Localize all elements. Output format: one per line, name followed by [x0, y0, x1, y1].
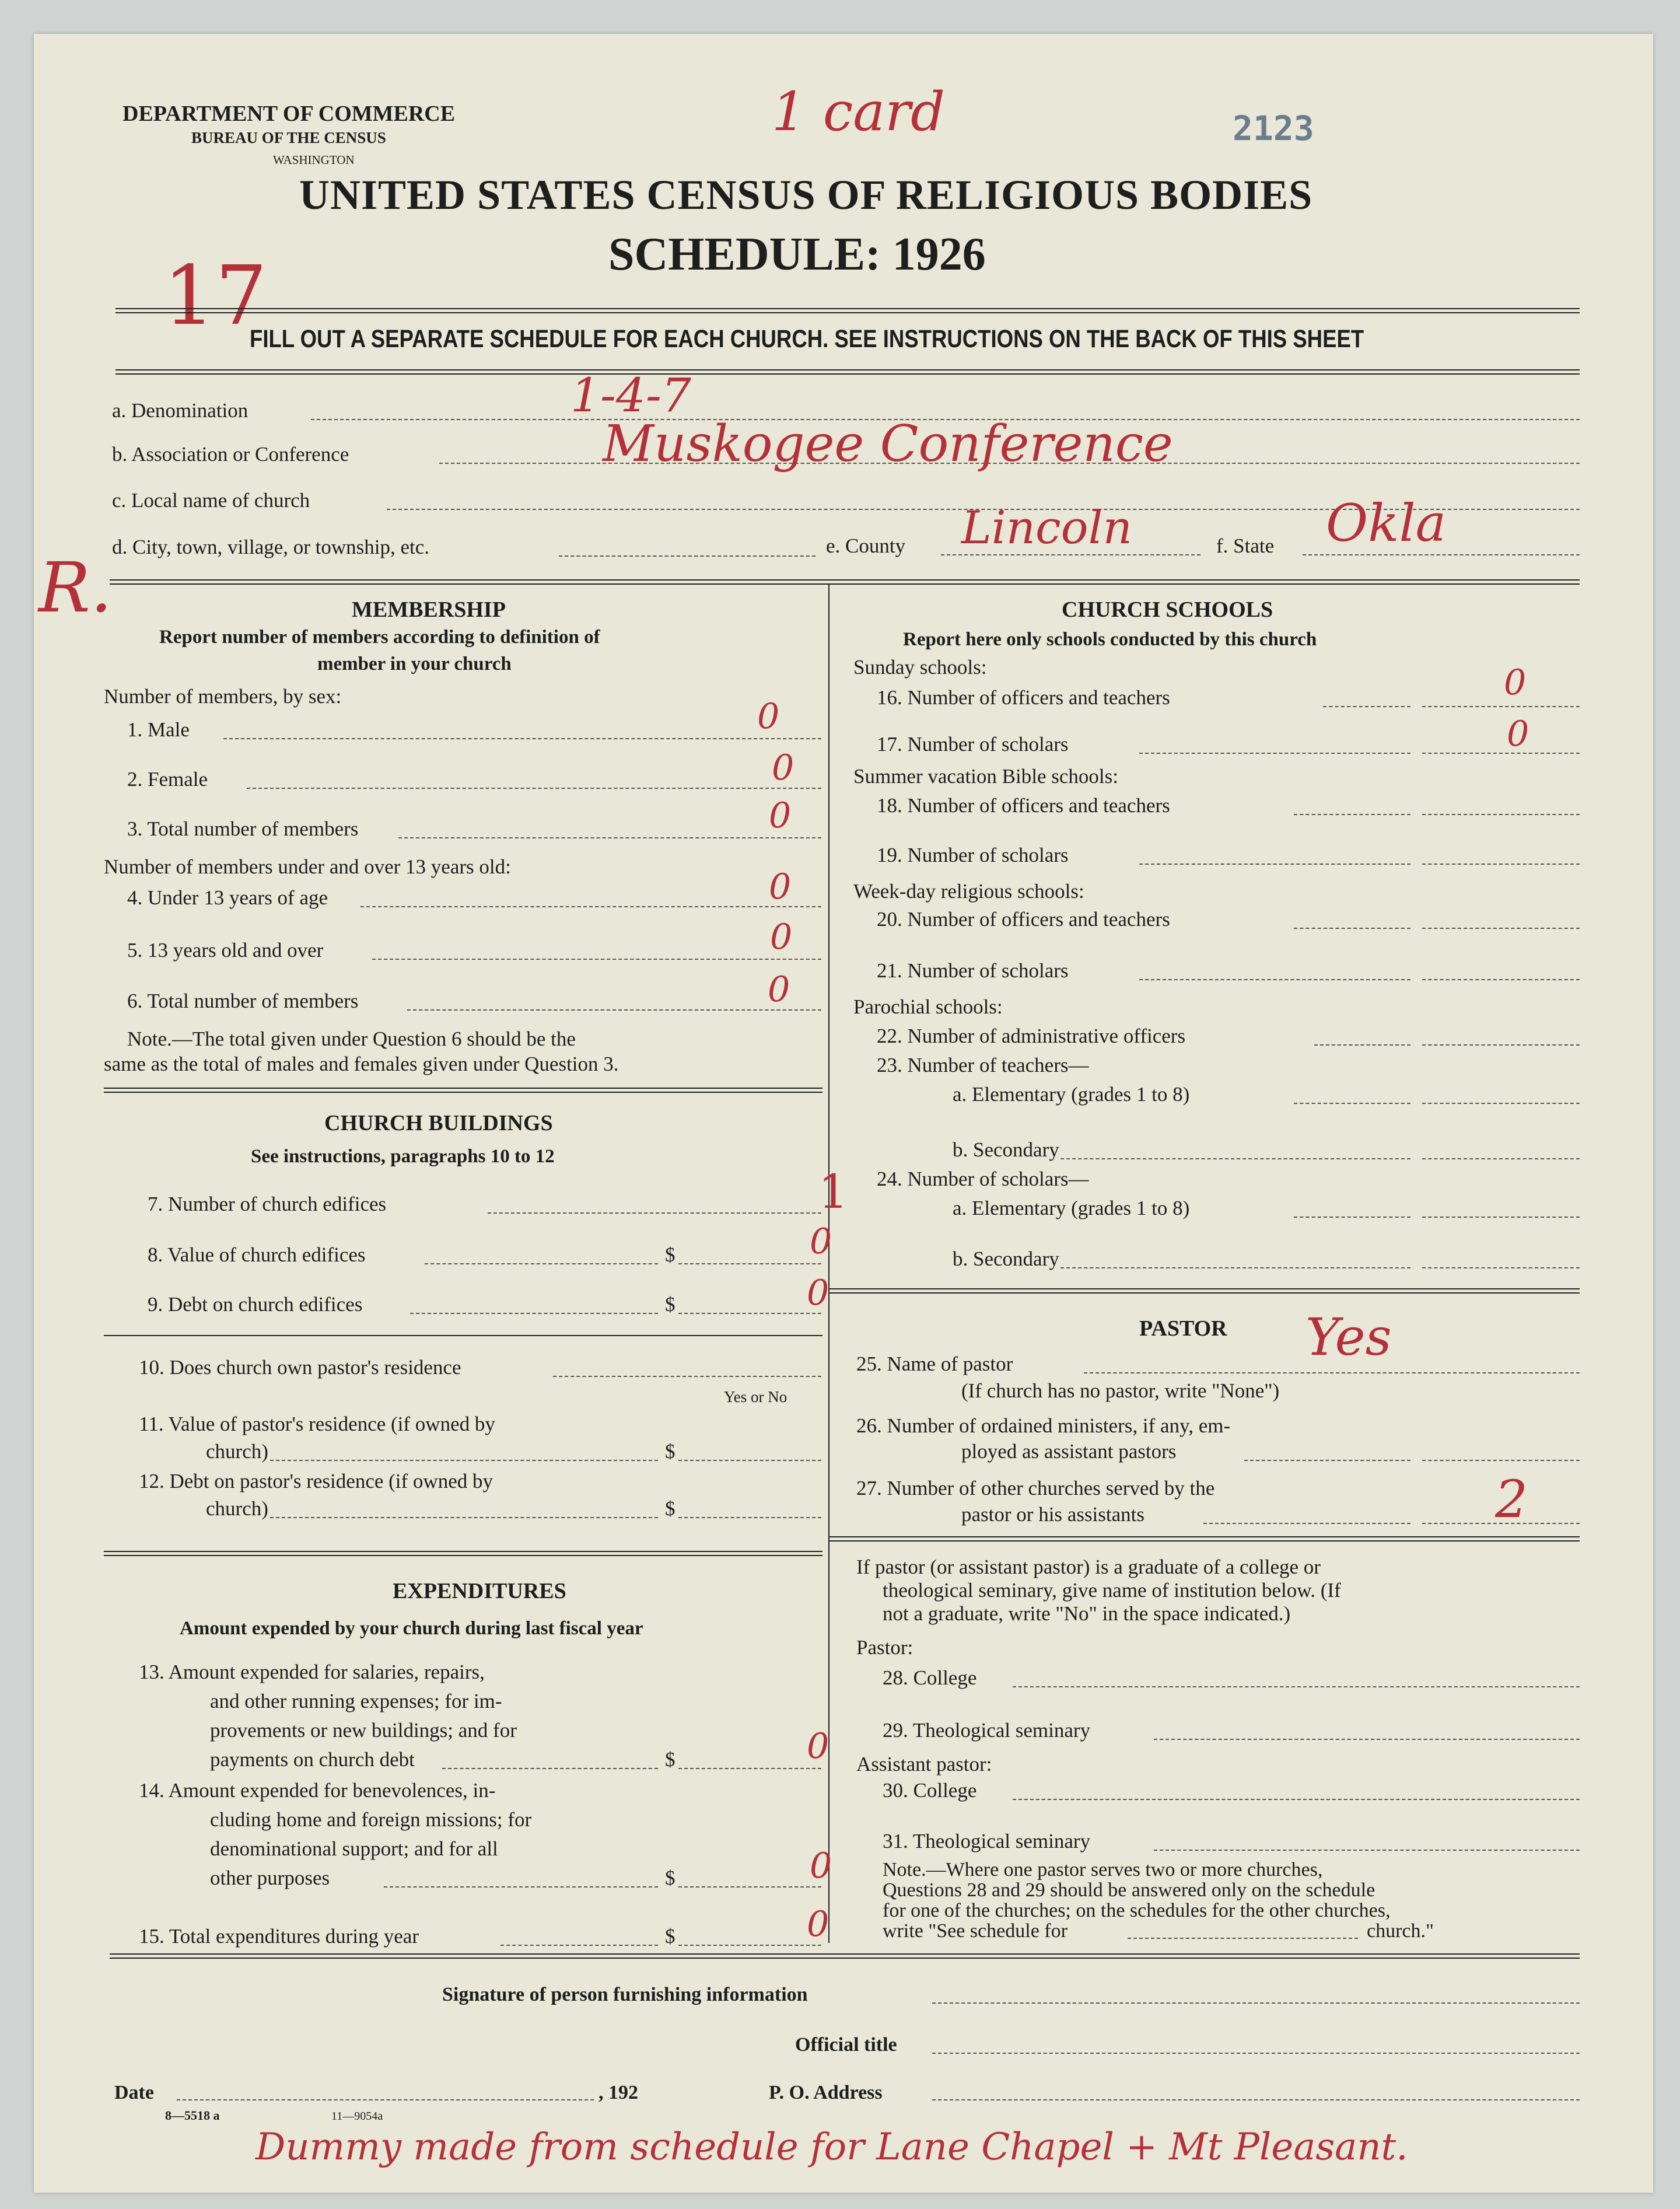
q20-line[interactable] [1422, 928, 1580, 929]
sunday-schools-label: Sunday schools: [853, 656, 987, 679]
q24b-line[interactable] [1422, 1267, 1580, 1268]
edifice-debt-label: 9. Debt on church edifices [148, 1293, 363, 1316]
pastor-note-blank[interactable] [1128, 1938, 1358, 1939]
county-label: e. County [826, 534, 906, 557]
q23a-dots [1294, 1103, 1410, 1104]
q24-label: 24. Number of scholars— [877, 1168, 1089, 1190]
q15-line [678, 1945, 821, 1946]
residence-debt-dots [270, 1517, 658, 1518]
membership-heading: MEMBERSHIP [352, 597, 506, 622]
dollar-sign: $ [665, 1925, 676, 1948]
pastor-rule [830, 1288, 1580, 1294]
signature-line[interactable] [932, 2002, 1580, 2004]
female-value[interactable]: 0 [772, 747, 794, 788]
q23a-label: a. Elementary (grades 1 to 8) [953, 1083, 1190, 1106]
q27-label-1: 27. Number of other churches served by the [856, 1477, 1215, 1500]
residence-value-label-2: church) [206, 1440, 268, 1463]
local-name-label: c. Local name of church [112, 489, 310, 512]
q16-value[interactable]: 0 [1504, 662, 1527, 703]
department-heading: DEPARTMENT OF COMMERCE [123, 102, 456, 126]
edifices-line [488, 1212, 821, 1214]
q22-label: 22. Number of administrative officers [877, 1025, 1186, 1047]
edifice-debt-line [678, 1313, 821, 1314]
q14-value[interactable]: 0 [810, 1846, 832, 1886]
graduate-instruction-3: not a graduate, write "No" in the space indicated.) [883, 1602, 1291, 1625]
bureau-heading: BUREAU OF THE CENSUS [191, 129, 386, 146]
q13-line [678, 1768, 821, 1769]
total-members-line [398, 837, 821, 838]
q23-label: 23. Number of teachers— [877, 1054, 1089, 1076]
q15-label: 15. Total expenditures during year [139, 1925, 419, 1948]
membership-sub1: Report number of members according to definition of [159, 627, 600, 648]
buildings-rule [104, 1335, 822, 1336]
parochial-schools-label: Parochial schools: [853, 995, 1003, 1018]
city-label: d. City, town, village, or township, etc. [112, 536, 430, 558]
under-13-value[interactable]: 0 [769, 866, 792, 907]
q14-dots [384, 1886, 658, 1888]
q27-label-2: pastor or his assistants [961, 1503, 1145, 1526]
q18-label: 18. Number of officers and teachers [877, 794, 1170, 817]
age-heading: Number of members under and over 13 years old: [104, 855, 511, 878]
over-13-value[interactable]: 0 [770, 917, 793, 957]
schedule-title: SCHEDULE: 1926 [608, 229, 986, 280]
total-members-label: 3. Total number of members [127, 817, 359, 840]
edifice-value-dots [425, 1263, 658, 1264]
denomination-label: a. Denomination [112, 399, 249, 422]
q17-line [1422, 753, 1580, 754]
q24a-line[interactable] [1422, 1217, 1580, 1218]
q13-line2: and other running expenses; for im- [210, 1690, 502, 1712]
q24b-label: b. Secondary [953, 1247, 1059, 1270]
q28-line[interactable] [1013, 1686, 1580, 1687]
association-label: b. Association or Conference [112, 443, 349, 466]
q14-line1: 14. Amount expended for benevolences, in- [139, 1779, 496, 1802]
handwritten-r: R. [38, 547, 113, 628]
edifices-label: 7. Number of church edifices [148, 1193, 387, 1215]
q25-line [1084, 1372, 1580, 1373]
stamp-number: 2123 [1233, 109, 1314, 148]
header-rule-bottom [116, 369, 1580, 375]
male-value[interactable]: 0 [757, 696, 780, 737]
form-title: UNITED STATES CENSUS OF RELIGIOUS BODIES [299, 172, 1313, 218]
q17-value[interactable]: 0 [1507, 714, 1530, 754]
membership-note-1: Note.—The total given under Question 6 should be the [127, 1027, 576, 1050]
q25-note: (If church has no pastor, write "None") [961, 1379, 1280, 1402]
q13-dots [442, 1768, 658, 1769]
q29-label: 29. Theological seminary [883, 1719, 1091, 1742]
q27-dots [1203, 1523, 1410, 1524]
edifice-debt-dots [410, 1313, 658, 1314]
city-line[interactable] [559, 555, 816, 557]
buildings-heading: CHURCH BUILDINGS [324, 1111, 553, 1135]
q22-line[interactable] [1422, 1044, 1580, 1046]
q20-label: 20. Number of officers and teachers [877, 908, 1170, 931]
edifice-debt-value[interactable]: 0 [807, 1273, 830, 1313]
q14-line4: other purposes [210, 1867, 330, 1889]
summer-schools-label: Summer vacation Bible schools: [853, 765, 1118, 788]
total-members-6-line [407, 1009, 821, 1011]
q23a-line[interactable] [1422, 1103, 1580, 1104]
q25-value[interactable]: Yes [1306, 1307, 1392, 1367]
under-13-line [360, 906, 821, 907]
q24b-dots [1060, 1267, 1410, 1268]
membership-note-2: same as the total of males and females given under Question 3. [104, 1053, 619, 1075]
q17-label: 17. Number of scholars [877, 733, 1069, 756]
pastor-heading: PASTOR [1139, 1316, 1227, 1341]
section-rule [110, 579, 1580, 585]
under-13-label: 4. Under 13 years of age [127, 886, 328, 909]
edifice-value-value[interactable]: 0 [810, 1221, 832, 1262]
association-value[interactable]: Muskogee Conference [603, 415, 1173, 473]
date-line[interactable] [177, 2099, 594, 2100]
q30-label: 30. College [883, 1779, 977, 1802]
handwritten-card-note: 1 card [772, 81, 946, 143]
address-label: P. O. Address [769, 2082, 883, 2103]
expenditures-rule [104, 1551, 822, 1556]
dollar-sign: $ [665, 1293, 676, 1316]
over-13-line [372, 959, 821, 960]
q23b-label: b. Secondary [953, 1138, 1059, 1161]
male-label: 1. Male [127, 718, 190, 741]
q24a-dots [1294, 1217, 1410, 1218]
owns-residence-label: 10. Does church own pastor's residence [139, 1356, 461, 1379]
state-label: f. State [1216, 534, 1275, 557]
q21-label: 21. Number of scholars [877, 959, 1069, 982]
total-members-6-value[interactable]: 0 [768, 969, 790, 1010]
q26-label-2: ployed as assistant pastors [961, 1440, 1177, 1463]
residence-value-label-1: 11. Value of pastor's residence (if owned by [139, 1413, 495, 1435]
q23b-dots [1060, 1158, 1410, 1159]
residence-debt-label-2: church) [206, 1497, 268, 1520]
q27-value[interactable]: 2 [1495, 1469, 1528, 1529]
q25-label: 25. Name of pastor [856, 1352, 1013, 1375]
q31-label: 31. Theological seminary [883, 1830, 1091, 1853]
membership-rule [104, 1088, 822, 1093]
q15-value[interactable]: 0 [807, 1904, 830, 1945]
over-13-label: 5. 13 years old and over [127, 939, 324, 962]
official-title-line[interactable] [932, 2053, 1580, 2054]
residence-debt-line[interactable] [678, 1517, 821, 1518]
pastor-note-4: write "See schedule for [883, 1920, 1068, 1942]
residence-value-line[interactable] [678, 1460, 821, 1461]
pastor-note-5: church." [1367, 1920, 1434, 1942]
dollar-sign: $ [665, 1867, 676, 1889]
residence-value-dots [270, 1460, 658, 1461]
q29-line[interactable] [1154, 1739, 1580, 1740]
dollar-sign: $ [665, 1440, 676, 1463]
owns-residence-line[interactable] [553, 1376, 821, 1377]
footer-rule [110, 1953, 1580, 1959]
q18-line[interactable] [1422, 814, 1580, 815]
q21-dots [1139, 979, 1410, 980]
female-label: 2. Female [127, 768, 208, 791]
q26-label-1: 26. Number of ordained ministers, if any, em- [856, 1414, 1231, 1437]
schools-heading: CHURCH SCHOOLS [1062, 597, 1273, 622]
q14-line3: denominational support; and for all [210, 1837, 498, 1860]
buildings-sub: See instructions, paragraphs 10 to 12 [251, 1146, 555, 1167]
q19-label: 19. Number of scholars [877, 844, 1069, 866]
q13-line1: 13. Amount expended for salaries, repairs, [139, 1661, 485, 1683]
q21-line[interactable] [1422, 979, 1580, 980]
q22-dots [1314, 1044, 1410, 1046]
form-number-1: 8—5518 a [165, 2108, 220, 2123]
q28-label: 28. College [883, 1666, 977, 1689]
q14-line [678, 1886, 821, 1888]
q30-line[interactable] [1013, 1799, 1580, 1800]
city-heading: WASHINGTON [273, 153, 355, 167]
schools-sub: Report here only schools conducted by this church [903, 629, 1317, 650]
female-line [247, 788, 821, 789]
date-label: Date [114, 2082, 154, 2103]
q26-dots [1244, 1460, 1410, 1461]
q16-dots [1323, 706, 1410, 707]
graduate-instruction-2: theological seminary, give name of institution below. (If [883, 1579, 1341, 1602]
assistant-sub-label: Assistant pastor: [856, 1753, 992, 1775]
dollar-sign: $ [665, 1748, 676, 1771]
pastor-note-2: Questions 28 and 29 should be answered only on the schedule [883, 1879, 1376, 1901]
q19-dots [1139, 864, 1410, 865]
q13-line4: payments on church debt [210, 1748, 415, 1771]
address-line[interactable] [932, 2099, 1580, 2100]
header-rule-top [116, 308, 1580, 313]
census-schedule-sheet [34, 34, 1653, 2193]
q13-value[interactable]: 0 [807, 1726, 830, 1767]
residence-debt-label-1: 12. Debt on pastor's residence (if owned by [139, 1470, 493, 1493]
total-members-value[interactable]: 0 [769, 795, 792, 836]
expenditures-heading: EXPENDITURES [393, 1579, 566, 1603]
total-members-6-label: 6. Total number of members [127, 990, 359, 1012]
edifices-value[interactable]: 1 [818, 1165, 848, 1219]
dollar-sign: $ [665, 1497, 676, 1520]
q20-dots [1294, 928, 1410, 929]
q14-line2: cluding home and foreign missions; for [210, 1808, 532, 1831]
q16-line [1422, 706, 1580, 707]
q19-line[interactable] [1422, 864, 1580, 865]
q23b-line[interactable] [1422, 1158, 1580, 1159]
q24a-label: a. Elementary (grades 1 to 8) [953, 1197, 1190, 1219]
q31-line[interactable] [1154, 1850, 1580, 1851]
graduate-rule [830, 1536, 1580, 1542]
yes-no-hint: Yes or No [724, 1388, 788, 1406]
membership-sub2: member in your church [317, 653, 512, 674]
q15-dots [501, 1945, 658, 1946]
year-label: , 192 [598, 2082, 638, 2103]
pastor-note-1: Note.—Where one pastor serves two or more churches, [883, 1859, 1323, 1881]
graduate-instruction-1: If pastor (or assistant pastor) is a graduate of a college or [856, 1556, 1321, 1578]
dollar-sign: $ [665, 1243, 676, 1266]
edifice-value-line [678, 1263, 821, 1264]
pastor-sub-label: Pastor: [856, 1636, 914, 1659]
weekday-schools-label: Week-day religious schools: [853, 880, 1084, 903]
form-number-2: 11—9054a [331, 2110, 383, 2123]
q26-line[interactable] [1422, 1460, 1580, 1461]
official-title-label: Official title [795, 2034, 897, 2056]
signature-label: Signature of person furnishing information [442, 1984, 808, 2005]
handwritten-number: 17 [163, 249, 268, 344]
handwritten-dummy-note: Dummy made from schedule for Lane Chapel + Mt Pleasant. [256, 2126, 1408, 2169]
q18-dots [1294, 814, 1410, 815]
q13-line3: provements or new buildings; and for [210, 1719, 517, 1742]
county-line [941, 554, 1200, 555]
by-sex-label: Number of members, by sex: [104, 685, 342, 708]
edifice-value-label: 8. Value of church edifices [148, 1243, 366, 1266]
state-line [1303, 554, 1580, 555]
q16-label: 16. Number of officers and teachers [877, 686, 1170, 709]
county-value[interactable]: Lincoln [961, 502, 1132, 554]
state-value[interactable]: Okla [1326, 493, 1447, 553]
instructions-banner: FILL OUT A SEPARATE SCHEDULE FOR EACH CHURCH. SEE INSTRUCTIONS ON THE BACK OF THIS SHEET [250, 325, 1364, 353]
male-line [223, 738, 821, 739]
q17-dots [1139, 753, 1410, 754]
expenditures-sub: Amount expended by your church during last fiscal year [180, 1618, 643, 1639]
denomination-value[interactable]: 1-4-7 [570, 368, 691, 422]
pastor-note-3: for one of the churches; on the schedules for the other churches, [883, 1900, 1391, 1921]
